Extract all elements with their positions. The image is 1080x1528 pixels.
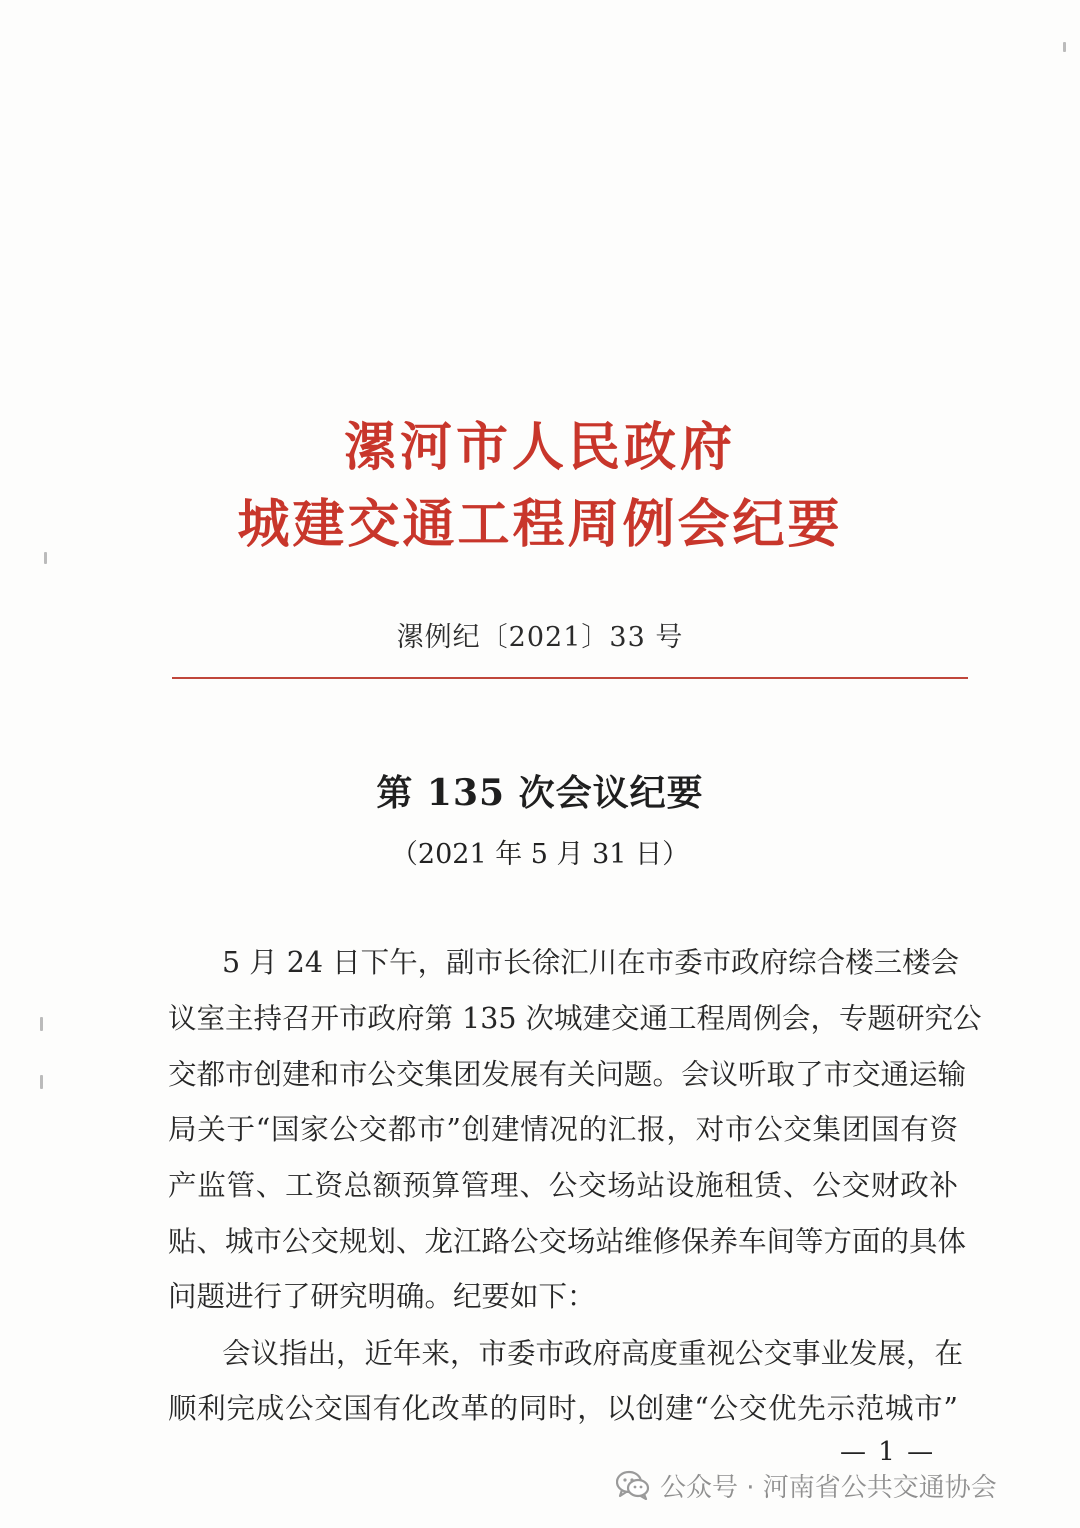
scan-speck (40, 1075, 43, 1089)
body-line: 会议指出，近年来，市委市政府高度重视公交事业发展，在 (222, 1337, 964, 1370)
body-line: 问题进行了研究明确。纪要如下： (168, 1280, 596, 1313)
body-line: 5 月 24 日下午，副市长徐汇川在市委市政府综合楼三楼会 (222, 946, 960, 979)
document-number: 漯例纪〔2021〕33 号 (396, 622, 684, 653)
body-line: 议室主持召开市政府第 135 次城建交通工程周例会，专题研究公 (168, 1002, 982, 1035)
scan-speck (40, 1017, 43, 1031)
header-divider (172, 677, 968, 679)
document-title-line-2: 城建交通工程周例会纪要 (237, 494, 843, 555)
body-line: 产监管、工资总额预算管理、公交场站设施租赁、公交财政补 (168, 1169, 958, 1202)
watermark-text: 公众号 · 河南省公共交通协会 (660, 1472, 997, 1503)
watermark (616, 1463, 997, 1507)
body-line: 顺利完成公交国有化改革的同时，以创建“公交优先示范城市” (168, 1392, 958, 1425)
wechat-icon (616, 1470, 650, 1500)
meeting-date: （2021 年 5 月 31 日） (390, 839, 690, 870)
scan-speck (1063, 42, 1066, 52)
page-number: — 1 — (840, 1437, 936, 1467)
body-line: 交都市创建和市公交集团发展有关问题。会议听取了市交通运输 (168, 1058, 967, 1091)
body-line: 贴、城市公交规划、龙江路公交场站维修保养车间等方面的具体 (168, 1225, 967, 1258)
body-line: 局关于“国家公交都市”创建情况的汇报，对市公交集团国有资 (168, 1113, 958, 1146)
meeting-title: 第 135 次会议纪要 (376, 772, 704, 814)
document-title-line-1: 漯河市人民政府 (343, 417, 736, 478)
